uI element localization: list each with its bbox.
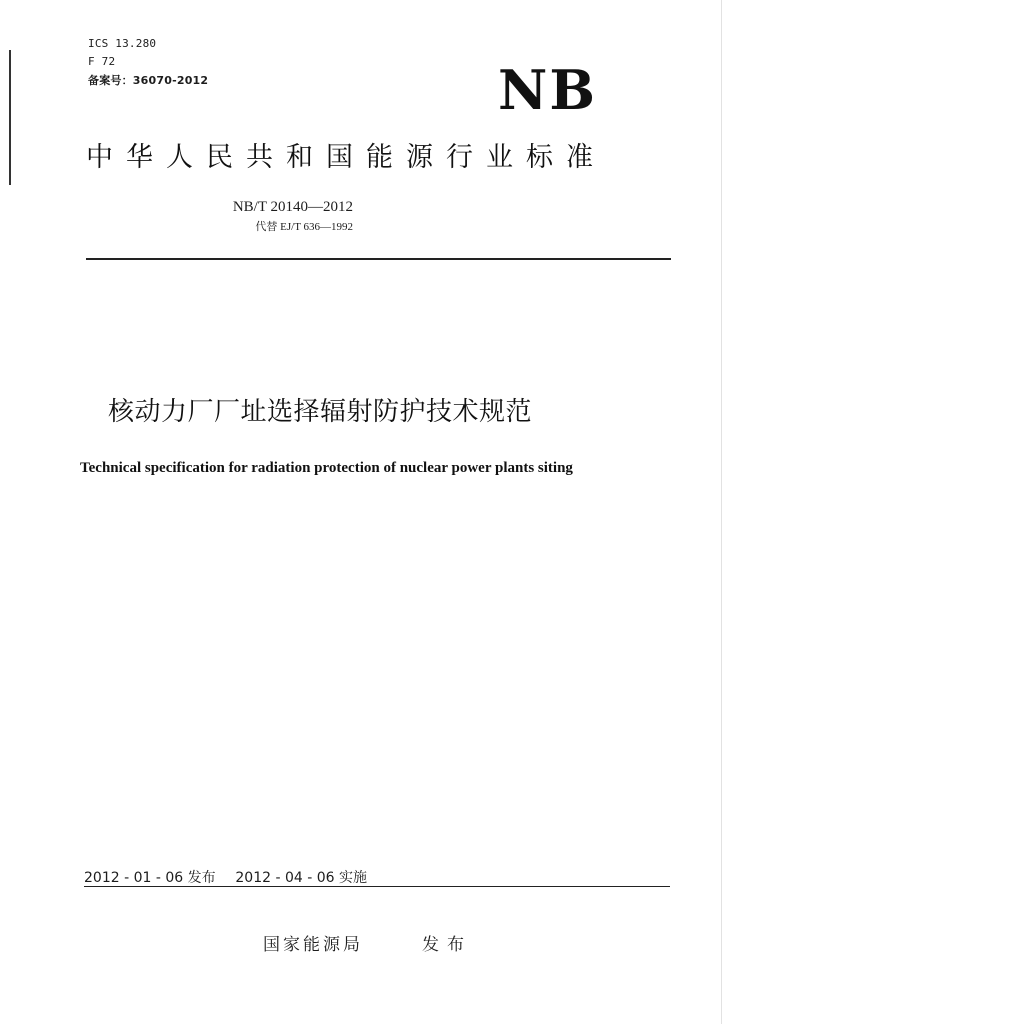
top-divider <box>86 258 671 260</box>
bottom-divider <box>84 886 670 887</box>
standard-number: NB/T 20140—2012 <box>232 199 353 215</box>
implementation-date: 2012 - 04 - 06 实施 <box>235 870 367 886</box>
nb-logo: NB <box>498 58 598 122</box>
classification-code: F 72 <box>88 55 116 68</box>
issue-date: 2012 - 01 - 06 发布 <box>84 870 216 886</box>
ics-code: ICS 13.280 <box>88 37 157 50</box>
binding-mark <box>9 50 11 185</box>
standard-category: 中华人民共和国能源行业标准 <box>86 142 606 173</box>
title-english: Technical specification for radiation protection of nuclear power plants siting <box>80 460 573 476</box>
replaced-standard: 代替 EJ/T 636—1992 <box>255 221 353 233</box>
publish-label: 发布 <box>422 935 472 955</box>
issuing-authority: 国家能源局 <box>263 935 363 955</box>
record-number: 备案号：36070-2012 <box>88 74 209 87</box>
title-chinese: 核动力厂厂址选择辐射防护技术规范 <box>108 397 533 427</box>
blank-margin <box>722 0 1024 1024</box>
